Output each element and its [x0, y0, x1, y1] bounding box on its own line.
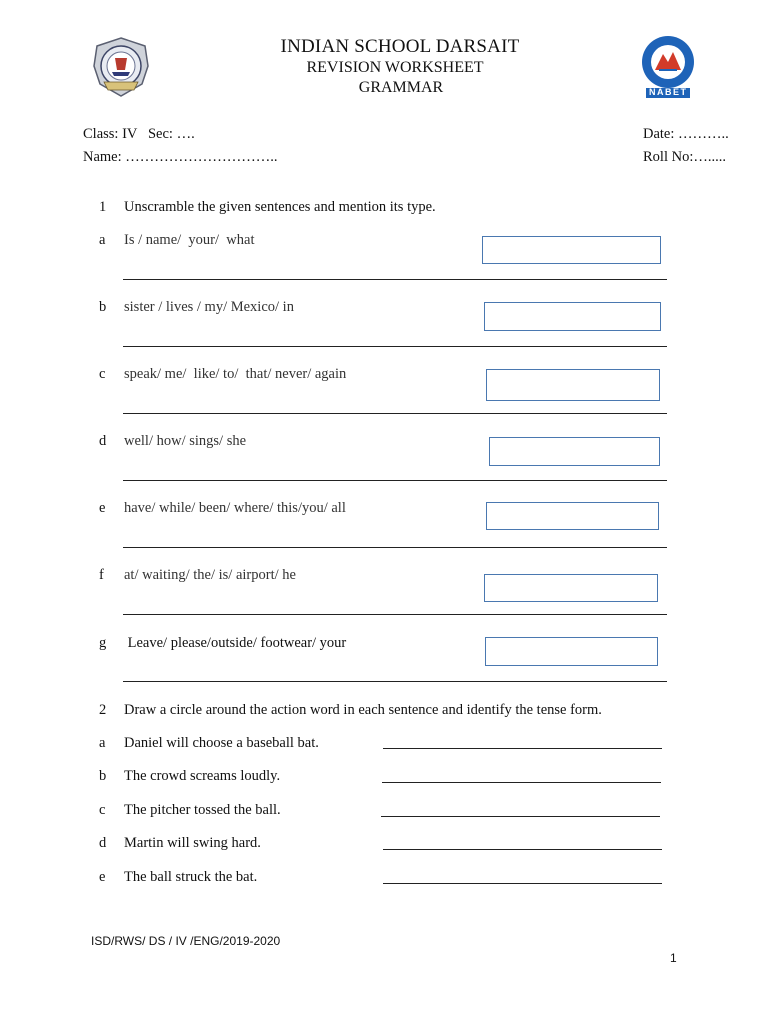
item-letter: b	[99, 299, 107, 315]
item-letter: b	[99, 768, 107, 784]
section1-number: 1	[99, 199, 107, 215]
tense-answer-line[interactable]	[383, 883, 662, 884]
item-letter: f	[99, 567, 104, 583]
sentence-type-box[interactable]	[489, 437, 660, 466]
scrambled-sentence: at/ waiting/ the/ is/ airport/ he	[124, 567, 296, 583]
tense-sentence: The crowd screams loudly.	[124, 768, 281, 784]
item-letter: e	[99, 869, 106, 885]
answer-line[interactable]	[123, 279, 667, 280]
subject-title: GRAMMAR	[358, 79, 444, 96]
tense-answer-line[interactable]	[382, 782, 661, 783]
answer-line[interactable]	[123, 614, 667, 615]
item-letter: c	[99, 802, 106, 818]
sentence-type-box[interactable]	[486, 502, 659, 530]
tense-sentence: The ball struck the bat.	[124, 869, 258, 885]
sentence-type-box[interactable]	[484, 574, 658, 602]
tense-sentence: The pitcher tossed the ball.	[124, 802, 281, 818]
page-number: 1	[670, 951, 677, 965]
document-code: ISD/RWS/ DS / IV /ENG/2019-2020	[91, 934, 281, 948]
scrambled-sentence: well/ how/ sings/ she	[124, 433, 247, 449]
item-letter: c	[99, 366, 106, 382]
school-name: INDIAN SCHOOL DARSAIT	[280, 36, 520, 57]
item-letter: d	[99, 835, 107, 851]
answer-line[interactable]	[123, 547, 667, 548]
scrambled-sentence: Leave/ please/outside/ footwear/ your	[124, 635, 347, 651]
sentence-type-box[interactable]	[484, 302, 661, 331]
section2-instruction: Draw a circle around the action word in each sentence and identify the tense form.	[124, 702, 602, 718]
class-section-field: Class: IV Sec: ….	[83, 126, 195, 142]
item-letter: a	[99, 232, 106, 248]
answer-line[interactable]	[123, 346, 667, 347]
nabet-label: NABET	[649, 87, 688, 97]
tense-sentence: Daniel will choose a baseball bat.	[124, 735, 319, 751]
item-letter: g	[99, 635, 107, 651]
item-letter: d	[99, 433, 107, 449]
tense-answer-line[interactable]	[383, 849, 662, 850]
answer-line[interactable]	[123, 681, 667, 682]
date-field: Date: ………..	[643, 126, 729, 142]
scrambled-sentence: Is / name/ your/ what	[124, 232, 255, 248]
tense-sentence: Martin will swing hard.	[124, 835, 261, 851]
answer-line[interactable]	[123, 413, 667, 414]
scrambled-sentence: speak/ me/ like/ to/ that/ never/ again	[124, 366, 347, 382]
roll-number-field: Roll No:….....	[643, 149, 726, 165]
item-letter: a	[99, 735, 106, 751]
scrambled-sentence: have/ while/ been/ where/ this/you/ all	[124, 500, 346, 516]
sentence-type-box[interactable]	[485, 637, 658, 666]
tense-answer-line[interactable]	[383, 748, 662, 749]
answer-line[interactable]	[123, 480, 667, 481]
section1-instruction: Unscramble the given sentences and mention its type.	[124, 199, 436, 215]
scrambled-sentence: sister / lives / my/ Mexico/ in	[124, 299, 294, 315]
item-letter: e	[99, 500, 106, 516]
sentence-type-box[interactable]	[486, 369, 660, 401]
section2-number: 2	[99, 702, 107, 718]
tense-answer-line[interactable]	[381, 816, 660, 817]
worksheet-title: REVISION WORKSHEET	[306, 59, 484, 76]
sentence-type-box[interactable]	[482, 236, 661, 264]
name-field: Name: …………………………..	[83, 149, 278, 165]
